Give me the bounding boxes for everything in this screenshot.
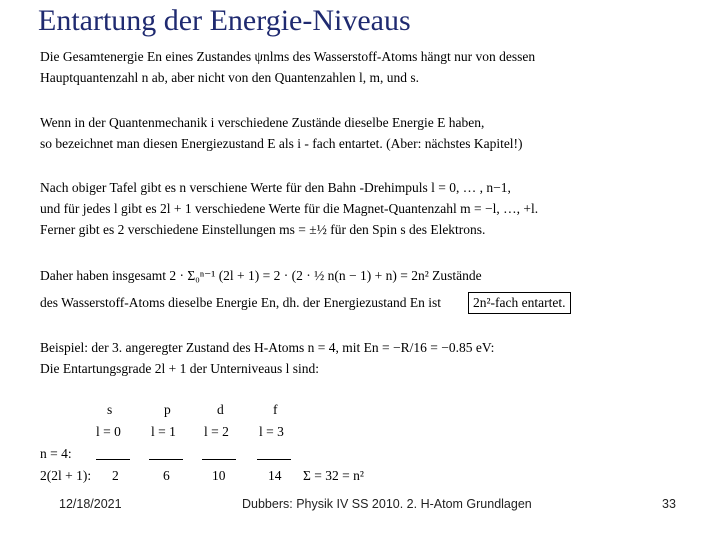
deg-s: 2 — [112, 468, 119, 483]
blank-cell — [257, 458, 291, 460]
text-line-5: Nach obiger Tafel gibt es n verschiene Werte für den Bahn -Drehimpuls l = 0, … , n−1, — [40, 180, 511, 195]
text-line-11: Die Entartungsgrade 2l + 1 der Unterniveaus l sind: — [40, 361, 320, 376]
text-line-6: und für jedes l gibt es 2l + 1 verschiedene Werte für die Magnet-Quantenzahl m = −l, …, +l. — [40, 201, 539, 216]
text-line-4: so bezeichnet man diesen Energiezustand E als i - fach entartet. (Aber: nächstes Kapitel!) — [40, 136, 523, 151]
header-s: s — [107, 402, 113, 417]
deg-d: 10 — [212, 468, 226, 483]
l-value-0: l = 0 — [96, 424, 121, 439]
footer-date: 12/18/2021 — [59, 497, 122, 511]
row-n-label: n = 4: — [40, 446, 72, 461]
l-value-2: l = 2 — [204, 424, 229, 439]
text-line-10: Beispiel: der 3. angeregter Zustand des H-Atoms n = 4, mit En = −R/16 = −0.85 eV: — [40, 340, 495, 355]
footer-center: Dubbers: Physik IV SS 2010. 2. H-Atom Grundlagen — [242, 497, 532, 511]
deg-f: 14 — [268, 468, 282, 483]
text-line-2: Hauptquantenzahl n ab, aber nicht von den Quantenzahlen l, m, und s. — [40, 70, 420, 85]
text-line-8: Daher haben insgesamt 2 · Σ₀ⁿ⁻¹ (2l + 1) = 2 · (2 · ½ n(n − 1) + n) = 2n² Zustände — [40, 268, 482, 283]
sum-total: Σ = 32 = n² — [303, 468, 364, 483]
slide-title: Entartung der Energie-Niveaus — [38, 4, 411, 37]
row-deg-label: 2(2l + 1): — [40, 468, 92, 483]
l-value-1: l = 1 — [151, 424, 176, 439]
text-line-1: Die Gesamtenergie En eines Zustandes ψnlms des Wasserstoff-Atoms hängt nur von dessen — [40, 49, 536, 64]
text-line-3: Wenn in der Quantenmechanik i verschiedene Zustände dieselbe Energie E haben, — [40, 115, 485, 130]
text-line-9: des Wasserstoff-Atoms dieselbe Energie En, dh. der Energiezustand En ist — [40, 295, 441, 310]
header-d: d — [217, 402, 224, 417]
boxed-degeneracy: 2n²-fach entartet. — [468, 292, 571, 314]
blank-cell — [202, 458, 236, 460]
header-p: p — [164, 402, 171, 417]
blank-cell — [96, 458, 130, 460]
deg-p: 6 — [163, 468, 170, 483]
header-f: f — [273, 402, 278, 417]
text-line-7: Ferner gibt es 2 verschiedene Einstellungen ms = ±½ für den Spin s des Elektrons. — [40, 222, 486, 237]
blank-cell — [149, 458, 183, 460]
l-value-3: l = 3 — [259, 424, 284, 439]
page-number: 33 — [662, 497, 676, 511]
